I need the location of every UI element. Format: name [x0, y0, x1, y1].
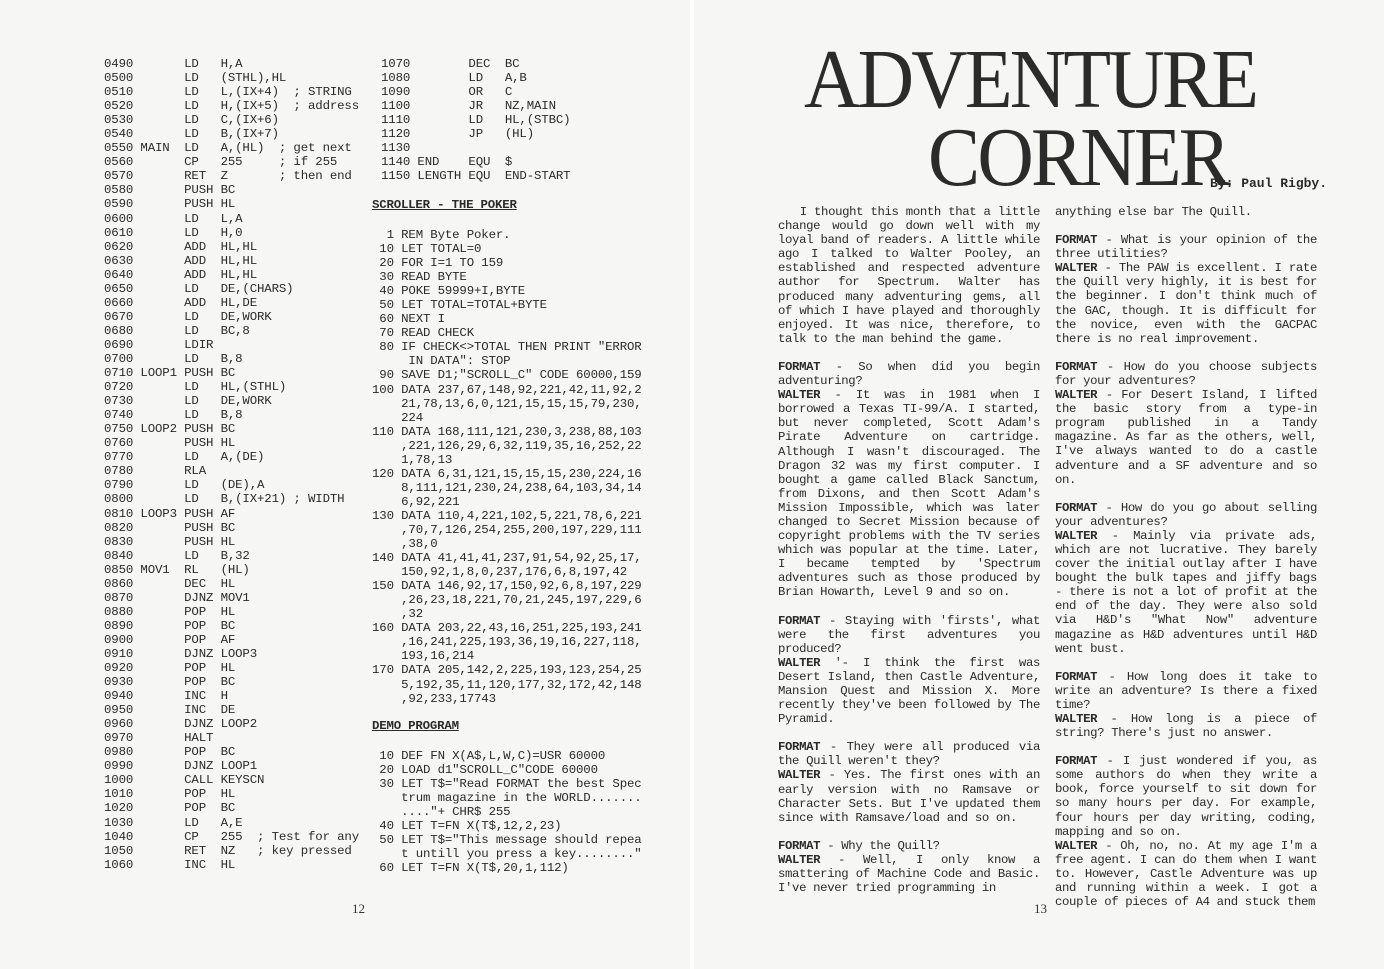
right-page	[694, 0, 1384, 969]
page-number-right: 13	[1034, 901, 1047, 916]
code-line: 1050 RET NZ ; key pressed	[104, 843, 352, 858]
code-line: 1150 LENGTH EQU END-START	[381, 169, 571, 184]
code-line: 30 LET T$="Read FORMAT the best Spec	[372, 777, 642, 792]
code-line: 0530 LD C,(IX+6)	[104, 113, 279, 128]
code-line: ,32	[372, 607, 423, 622]
code-line: 1030 LD A,E	[104, 815, 243, 830]
code-line: 1070 DEC BC	[381, 57, 520, 71]
code-line: 0860 DEC HL	[104, 576, 236, 591]
code-line: 0600 LD L,A	[104, 211, 243, 226]
code-line: 0890 POP BC	[104, 618, 236, 633]
code-line: 0790 LD (DE),A	[104, 478, 265, 493]
speaker-format: FORMAT	[1055, 754, 1098, 769]
answer-text: - The PAW is excellent. I rate the Quill very highly, it is best for the beginner. I don't think much of the GAC, though. It is difficult for the novice, even with the GACPAC there is no real improvement.	[1055, 261, 1317, 346]
code-line: 130 DATA 110,4,221,102,5,221,78,6,221	[372, 508, 642, 523]
code-line: 30 READ BYTE	[372, 270, 467, 285]
answer-text: - Well, I only know a smattering of Machine Code and Basic. I've never tried programming in	[778, 852, 1040, 896]
answer-text: - Oh, no, no. At my age I'm a free agent. I can do them when I want to. However, Castle Adventure was up and running within a week. I got a couple of pieces of A4 and stuck them	[1055, 838, 1317, 910]
code-line: 0880 POP HL	[104, 604, 236, 619]
masthead-adventure: ADVENTURE	[804, 33, 1257, 126]
speaker-walter: WALTER	[778, 388, 821, 403]
code-line: 40 POKE 59999+I,BYTE	[372, 284, 525, 299]
code-line: 50 LET T$="This message should repea	[372, 833, 642, 848]
code-line: 1120 JP (HL)	[381, 127, 534, 142]
code-line: 0540 LD B,(IX+7)	[104, 127, 279, 142]
code-line: 140 DATA 41,41,41,237,91,54,92,25,17,	[372, 551, 642, 566]
code-line: 0900 POP AF	[104, 632, 236, 647]
question-8	[1055, 670, 1317, 740]
code-line: 1130	[381, 141, 411, 156]
question-text: - I just wondered if you, as some authors do when they write a book, force yourself to sit down for so many hours per day. For example, four hours per day writing, coding, mapping and so on.	[1055, 754, 1317, 839]
code-line: 0510 LD L,(IX+4) ; STRING	[104, 85, 352, 100]
code-line: 0910 DJNZ LOOP3	[104, 646, 257, 661]
question-text: - How do you choose subjects for your adventures?	[1055, 359, 1317, 388]
code-line: 1090 OR C	[381, 85, 513, 100]
code-line: 0920 POP HL	[104, 661, 236, 676]
question-text: - How long does it take to write an adventure? Is there a fixed time?	[1055, 669, 1317, 712]
speaker-format: FORMAT	[1055, 669, 1098, 684]
code-line: 1,78,13	[372, 452, 453, 467]
code-line: 0550 MAIN LD A,(HL) ; get next	[104, 141, 352, 156]
code-line: 193,16,214	[372, 649, 474, 664]
code-line: IN DATA": STOP	[372, 354, 511, 369]
code-line: 60 NEXT I	[372, 312, 445, 327]
code-line: 10 DEF FN X(A$,L,W,C)=USR 60000	[372, 749, 606, 763]
code-line: 170 DATA 205,142,2,225,193,123,254,25	[372, 663, 642, 678]
code-line: 0700 LD B,8	[104, 351, 243, 366]
speaker-format: FORMAT	[778, 359, 821, 374]
speaker-walter: WALTER	[1055, 261, 1098, 276]
code-line: 0990 DJNZ LOOP1	[104, 759, 257, 774]
code-line: 0820 PUSH BC	[104, 520, 236, 535]
code-line: 0710 LOOP1 PUSH BC	[104, 366, 236, 381]
code-line: 90 SAVE D1;"SCROLL_C" CODE 60000,159	[372, 368, 642, 383]
code-line: 10 LET TOTAL=0	[372, 242, 482, 257]
code-line: 8,111,121,230,24,238,64,103,34,14	[372, 480, 642, 495]
code-line: 20 LOAD d1"SCROLL_C"CODE 60000	[372, 763, 598, 778]
code-line: 0650 LD DE,(CHARS)	[104, 281, 294, 296]
speaker-walter: WALTER	[778, 852, 821, 867]
speaker-walter: WALTER	[1055, 528, 1098, 543]
code-line: 1040 CP 255 ; Test for any	[104, 829, 359, 844]
intro-paragraph: I thought this month that a little change would go down well with my loyal band of readers. A little while ago I talked to Walter Pooley, an established and respected adventure author for Spectrum. Walter has produced many adventuring gems, all of which I have played and thoroughly enjoyed. It was nice, therefore, to talk to the man behind the game.	[778, 205, 1048, 346]
code-line: 0690 LDIR	[104, 337, 214, 352]
code-line: 1140 END EQU $	[381, 155, 513, 170]
code-line: 0740 LD B,8	[104, 408, 243, 423]
speaker-walter: WALTER	[1055, 388, 1098, 403]
code-line: 224	[372, 410, 423, 425]
speaker-format: FORMAT	[1055, 233, 1098, 248]
code-line: 0520 LD H,(IX+5) ; address	[104, 99, 359, 114]
speaker-format: FORMAT	[778, 740, 821, 755]
answer-text: - Yes. The first ones with an early version with no Ramsave or Character Sets. But I've updated them since with Ramsave/load and so on.	[778, 768, 1040, 825]
code-line: 1010 POP HL	[104, 787, 236, 802]
assembly-listing-continued	[381, 57, 570, 183]
question-text: - They were all produced via the Quill weren't they?	[778, 740, 1040, 769]
code-line: 0830 PUSH HL	[104, 534, 236, 549]
code-line: 0870 DJNZ MOV1	[104, 590, 250, 605]
answer-text: - It was in 1981 when I borrowed a Texas TI-99/A. I started, but never completed, Scott Adam's Pirate Adventure on cartridge. Although I wasn't discouraged. The Dragon 32 was my first computer. I bought a game called Black Sanctum, from Dixons, and then Scott Adam's Mission Impossible, which was later changed to Secret Mission because of copyright problems with the TV series which was popular at the time. Later, I became tempted by 'Spectrum adventures such as those produced by Brian Howarth, Level 9 and so on.	[778, 388, 1040, 600]
code-line: 70 READ CHECK	[372, 326, 474, 341]
code-line: 0570 RET Z ; then end	[104, 169, 352, 184]
code-line: 0680 LD BC,8	[104, 323, 250, 338]
code-line: 150,92,1,8,0,237,176,6,8,197,42	[372, 565, 627, 580]
code-line: 5,192,35,11,120,177,32,172,42,148	[372, 677, 642, 692]
code-line: 1080 LD A,B	[381, 71, 527, 86]
code-line: ,16,241,225,193,36,19,16,227,118,	[372, 635, 642, 650]
code-line: 1060 INC HL	[104, 857, 236, 872]
article-column-2	[1055, 205, 1317, 923]
code-line: 80 IF CHECK<>TOTAL THEN PRINT "ERROR	[372, 340, 642, 355]
code-line: 0970 HALT	[104, 731, 214, 746]
code-line: 100 DATA 237,67,148,92,221,42,11,92,2	[372, 382, 642, 397]
code-line: 0730 LD DE,WORK	[104, 394, 272, 409]
code-line: trum magazine in the WORLD.......	[372, 791, 642, 806]
code-line: 120 DATA 6,31,121,15,15,15,230,224,16	[372, 466, 642, 481]
code-line: 0560 CP 255 ; if 255	[104, 155, 338, 170]
code-line: ,26,23,18,221,70,21,245,197,229,6	[372, 593, 642, 608]
speaker-format: FORMAT	[778, 613, 821, 628]
code-line: 60 LET T=FN X(T$,20,1,112)	[372, 861, 569, 876]
question-text: - Why the Quill?	[820, 838, 940, 853]
code-line: t untill you press a key........"	[372, 847, 642, 862]
basic-poker-listing	[372, 228, 642, 706]
basic-demo-listing	[372, 749, 642, 875]
code-line: 0840 LD B,32	[104, 548, 250, 563]
assembly-listing	[104, 57, 359, 872]
code-line: 0960 DJNZ LOOP2	[104, 717, 257, 732]
code-line: 0930 POP BC	[104, 675, 236, 690]
speaker-format: FORMAT	[778, 838, 821, 853]
code-line: 1110 LD HL,(STBC)	[381, 113, 571, 128]
code-line: 0660 ADD HL,DE	[104, 295, 257, 310]
code-line: 0640 ADD HL,HL	[104, 267, 257, 282]
answer-text: - Mainly via private ads, which are not lucrative. They barely cover the initial outlay after I have bought the bulk tapes and jiffy bags - there is not a lot of profit at the end of the day. They were also sold via H&D's "What Now" adventure magazine as H&D adventures until H&D went bust.	[1055, 528, 1317, 656]
code-line: 0630 ADD HL,HL	[104, 253, 257, 268]
question-3	[778, 740, 1040, 825]
code-line: 0580 PUSH BC	[104, 183, 236, 198]
masthead-corner: CORNER	[928, 111, 1229, 204]
speaker-walter: WALTER	[1055, 838, 1098, 853]
answer-text: - For Desert Island, I lifted the basic story from a type-in program published in a Tandy magazine. As far as the others, well, I've always wanted to do a castle adventure and a SF adventure and so on.	[1055, 388, 1317, 487]
code-line: 0750 LOOP2 PUSH BC	[104, 422, 236, 437]
code-line: 0620 ADD HL,HL	[104, 239, 257, 254]
continued-text: anything else bar The Quill.	[1055, 205, 1252, 219]
question-2	[778, 614, 1040, 727]
code-line: 0500 LD (STHL),HL	[104, 71, 287, 86]
page-number-left: 12	[352, 901, 365, 916]
code-line: ,70,7,126,254,255,200,197,229,111	[372, 522, 642, 537]
speaker-format: FORMAT	[1055, 500, 1098, 515]
code-line: ,38,0	[372, 537, 438, 552]
section-title-poker: SCROLLER - THE POKER	[372, 198, 517, 212]
code-line: 0490 LD H,A	[104, 57, 243, 71]
code-line: 0760 PUSH HL	[104, 436, 236, 451]
section-title-demo: DEMO PROGRAM	[372, 719, 459, 733]
code-line: 0950 INC DE	[104, 703, 236, 718]
code-line: 0590 PUSH HL	[104, 197, 236, 212]
speaker-walter: WALTER	[778, 655, 821, 670]
code-line: 0850 MOV1 RL (HL)	[104, 562, 250, 577]
question-1	[778, 360, 1040, 600]
code-line: 0940 INC H	[104, 689, 228, 704]
question-text: - How do you go about selling your adventures?	[1055, 500, 1317, 529]
byline: By: Paul Rigby.	[1210, 176, 1328, 191]
code-line: 1 REM Byte Poker.	[372, 228, 511, 242]
question-text: - So when did you begin adventuring?	[778, 359, 1040, 389]
code-line: 50 LET TOTAL=TOTAL+BYTE	[372, 298, 547, 313]
code-line: 0810 LOOP3 PUSH AF	[104, 506, 236, 521]
left-page	[0, 0, 690, 969]
code-line: 20 FOR I=1 TO 159	[372, 256, 504, 271]
speaker-walter: WALTER	[1055, 712, 1098, 726]
question-text: - What is your opinion of the three utilities?	[1055, 233, 1317, 262]
speaker-walter: WALTER	[778, 768, 821, 783]
code-line: ...."+ CHR$ 255	[372, 805, 511, 820]
code-line: 21,78,13,6,0,121,15,15,15,79,230,	[372, 396, 642, 411]
answer-text: '- I think the first was Desert Island, then Castle Adventure, Mansion Quest and Mission X. More recently they've been followed by The Pyramid.	[778, 655, 1040, 727]
code-line: 0780 RLA	[104, 464, 206, 479]
code-line: 40 LET T=FN X(T$,12,2,23)	[372, 819, 562, 834]
code-line: 0670 LD DE,WORK	[104, 309, 272, 324]
question-text: - Staying with 'firsts', what were the first adventures you produced?	[778, 613, 1040, 656]
code-line: ,92,233,17743	[372, 691, 496, 706]
question-5	[1055, 233, 1317, 346]
question-7	[1055, 501, 1317, 656]
code-line: 0800 LD B,(IX+21) ; WIDTH	[104, 492, 345, 507]
code-line: 0610 LD H,0	[104, 225, 243, 240]
code-line: 160 DATA 203,22,43,16,251,225,193,241	[372, 621, 642, 636]
code-line: 0720 LD HL,(STHL)	[104, 380, 287, 395]
code-line: 150 DATA 146,92,17,150,92,6,8,197,229	[372, 579, 642, 594]
code-line: 6,92,221	[372, 494, 460, 509]
question-9	[1055, 754, 1317, 909]
answer-text: - How long is a piece of string? There's just no answer.	[1055, 712, 1317, 741]
code-line: 0980 POP BC	[104, 745, 236, 760]
question-4	[778, 839, 1040, 895]
code-line: 110 DATA 168,111,121,230,3,238,88,103	[372, 424, 642, 439]
code-line: 1000 CALL KEYSCN	[104, 773, 265, 788]
code-line: 1020 POP BC	[104, 801, 236, 816]
speaker-format: FORMAT	[1055, 359, 1098, 374]
code-line: ,221,126,29,6,32,119,35,16,252,22	[372, 438, 642, 453]
code-line: 1100 JR NZ,MAIN	[381, 99, 556, 114]
code-line: 0770 LD A,(DE)	[104, 450, 265, 465]
question-6	[1055, 360, 1317, 487]
